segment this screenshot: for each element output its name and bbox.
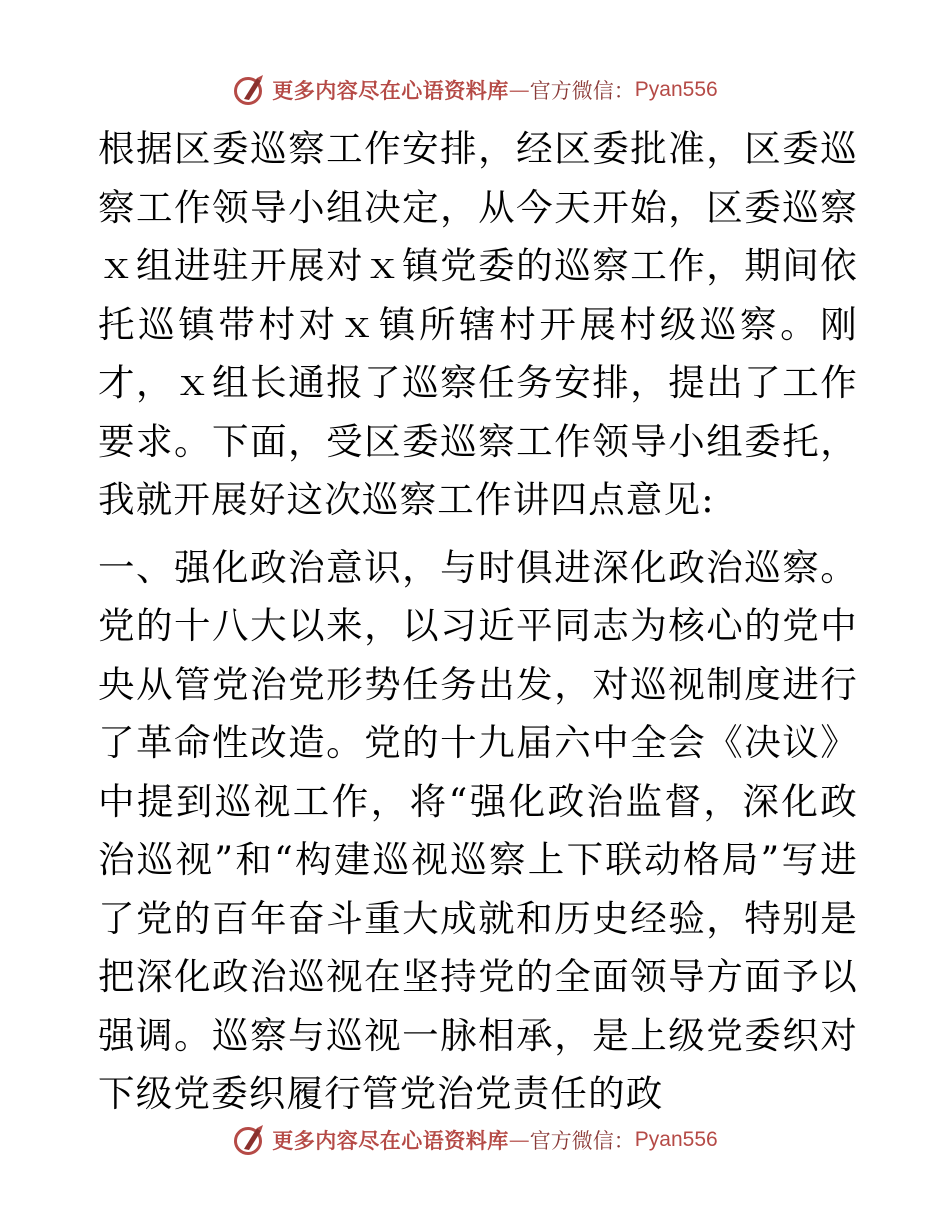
banner-account: Pyan556: [634, 78, 718, 101]
paragraph-section-one: 一、强化政治意识，与时俱进深化政治巡察。党的十八大以来，以习近平同志为核心的党中央从管党治党形势任务出发，对巡视制度进行了革命性改造。党的十九届六中全会《决议》中提到巡视工作，将“强化政治监督，深化政治巡视”和“构建巡视巡察上下联动格局”写进了党的百年奋斗重大成就和历史经验，特别是把深化政治巡视在坚持党的全面领导方面予以强调。巡察与巡视一脉相承，是上级党委织对下级党委织履行管党治党责任的政: [98, 545, 858, 1115]
quill-circle-icon: [232, 73, 266, 107]
quill-circle-icon: [232, 1123, 266, 1157]
document-body: [98, 120, 858, 1124]
footer-banner: [0, 1120, 950, 1160]
banner-brand-text: 更多内容尽在心语资料库: [272, 79, 509, 103]
banner-brand-text: 更多内容尽在心语资料库: [272, 1129, 509, 1153]
banner-account: Pyan556: [634, 1128, 718, 1151]
paragraph-intro: 根据区委巡察工作安排，经区委批准，区委巡察工作领导小组决定，从今天开始，区委巡察ｘ组进驻开展对ｘ镇党委的巡察工作，期间依托巡镇带村对ｘ镇所辖村开展村级巡察。刚才，ｘ组长通报了巡察任务安排，提出了工作要求。下面，受区委巡察工作领导小组委托，我就开展好这次巡察工作讲四点意见:: [98, 127, 858, 521]
banner-wechat-label: 官方微信：: [529, 79, 635, 103]
banner-dash: —: [508, 1128, 530, 1152]
header-banner: [0, 70, 950, 110]
banner-wechat-label: 官方微信：: [529, 1129, 635, 1153]
banner-dash: —: [508, 78, 530, 102]
